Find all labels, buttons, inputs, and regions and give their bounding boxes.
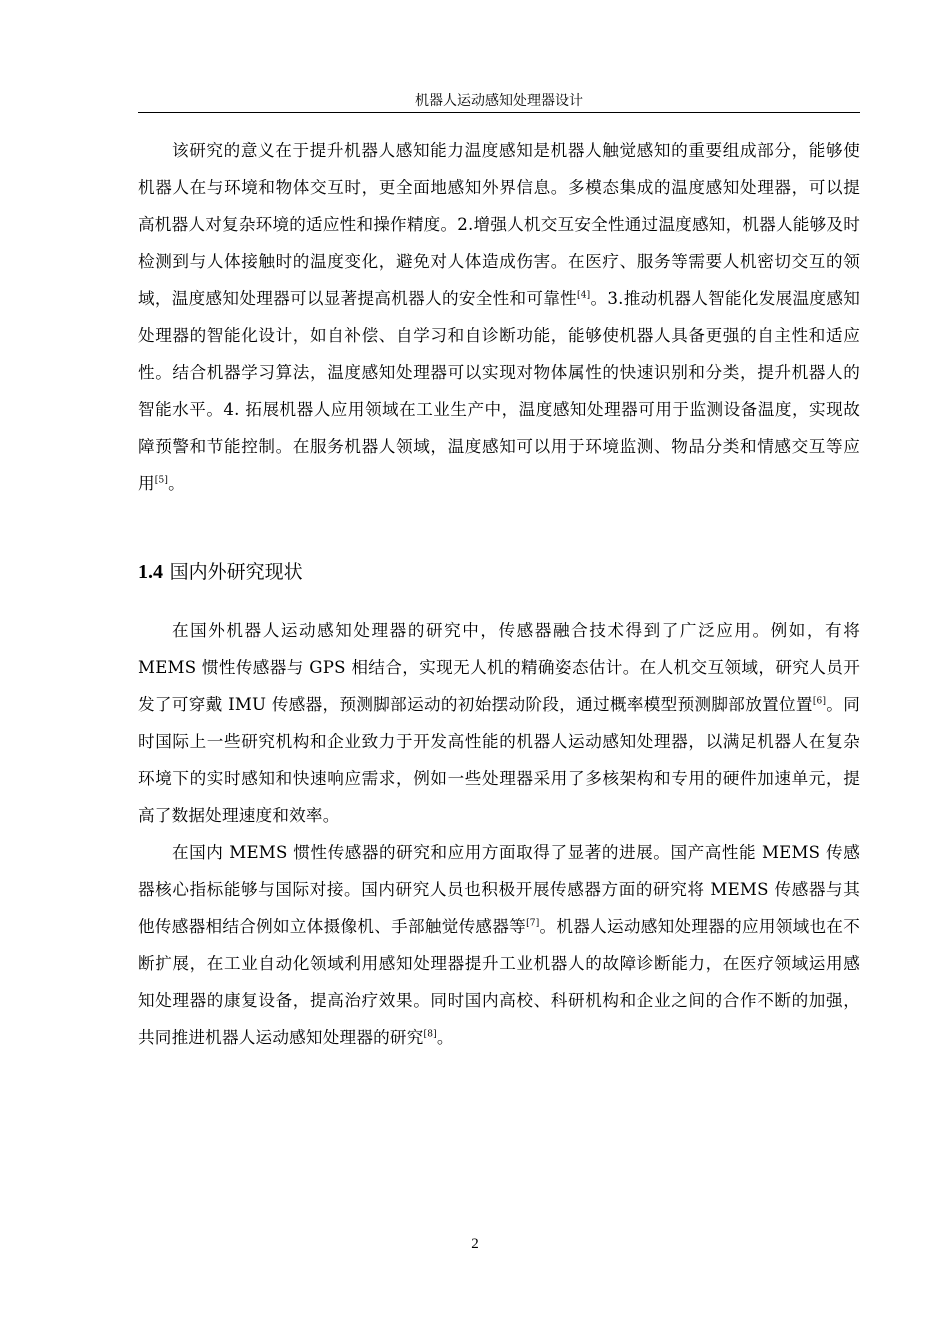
section-heading [138,558,303,586]
page-number: 2 [471,1236,479,1252]
paragraph-text: 。 [168,474,185,493]
citation-8: [8] [423,1029,437,1040]
running-header: 机器人运动感知处理器设计 [415,93,583,109]
section-title: 国内外研究现状 [169,561,303,583]
paragraph-text: 在国内 MEMS 惯性传感器的研究和应用方面取得了显著的进展。国产高性能 MEMS 传感器核心指标能够与国际对接。国内研究人员也积极开展传感器方面的研究将 MEMS 传感器与其他传感器相结合例如立体摄像机、手部触觉传感器等 [138,843,860,936]
citation-5: [5] [154,475,169,486]
header-rule [138,112,860,113]
paragraph-significance [138,132,860,502]
paragraph-text: 。机器人运动感知处理器的应用领域也在不断扩展，在工业自动化领域利用感知处理器提升工业机器人的故障诊断能力，在医疗领域运用感知处理器的康复设备，提高治疗效果。同时国内高校、科研机构和企业之间的合作不断的加强，共同推进机器人运动感知处理器的研究 [138,917,860,1047]
paragraph-text: 。同时国际上一些研究机构和企业致力于开发高性能的机器人运动感知处理器，以满足机器人在复杂环境下的实时感知和快速响应需求，例如一些处理器采用了多核架构和专用的硬件加速单元，提高了数据处理速度和效率。 [138,695,860,825]
paragraph-text: 。 [436,1028,454,1047]
paragraph-text: 。3.推动机器人智能化发展温度感知处理器的智能化设计，如自补偿、自学习和自诊断功能，能够使机器人具备更强的自主性和适应性。结合机器学习算法，温度感知处理器可以实现对物体属性的快速识别和分类，提升机器人的智能水平。4. 拓展机器人应用领域在工业生产中，温度感知处理器可用于监测设备温度，实现故障预警和节能控制。在服务机器人领域，温度感知可以用于环境监测、物品分类和情感交互等应用 [138,289,860,493]
citation-4: [4] [577,290,591,301]
citation-7: [7] [526,918,540,929]
citation-6: [6] [812,696,827,707]
paragraph-foreign-research [138,612,860,834]
section-number: 1.4 [138,561,163,583]
paragraph-domestic-research [138,834,860,1056]
paragraph-text: 在国外机器人运动感知处理器的研究中，传感器融合技术得到了广泛应用。例如，有将 MEMS 惯性传感器与 GPS 相结合，实现无人机的精确姿态估计。在人机交互领域，研究人员开发了可穿戴 IMU 传感器，预测脚部运动的初始摆动阶段，通过概率模型预测脚部放置位置 [138,621,860,714]
paragraph-text: 该研究的意义在于提升机器人感知能力温度感知是机器人触觉感知的重要组成部分，能够使机器人在与环境和物体交互时，更全面地感知外界信息。多模态集成的温度感知处理器，可以提高机器人对复杂环境的适应性和操作精度。2.增强人机交互安全性通过温度感知，机器人能够及时检测到与人体接触时的温度变化，避免对人体造成伤害。在医疗、服务等需要人机密切交互的领域，温度感知处理器可以显著提高机器人的安全性和可靠性 [138,141,860,308]
